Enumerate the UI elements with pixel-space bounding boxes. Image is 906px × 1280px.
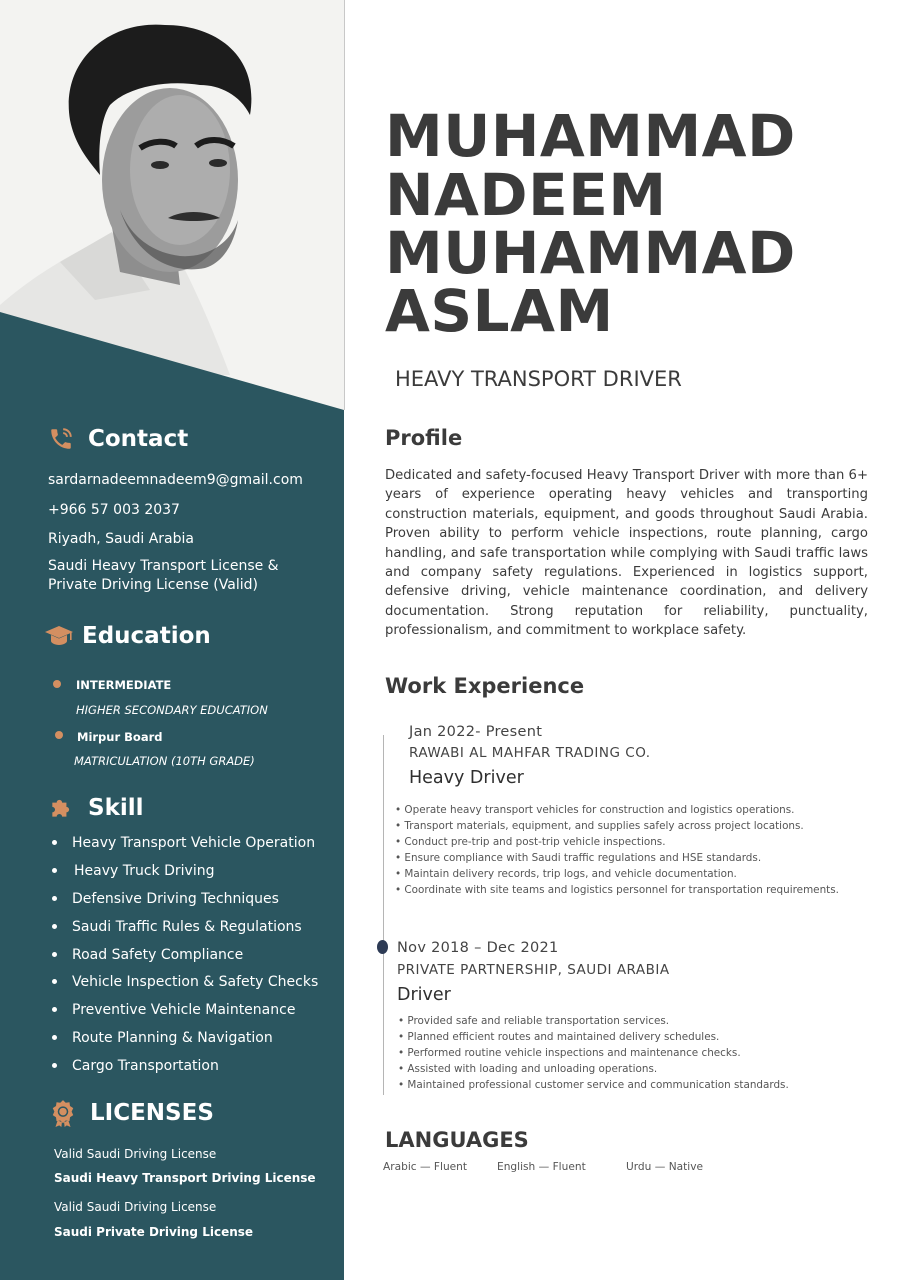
duty-item: • Transport materials, equipment, and supplies safely across project locations. <box>395 819 804 832</box>
education-bullet <box>55 731 63 739</box>
duty-item: • Operate heavy transport vehicles for construction and logistics operations. <box>395 804 795 816</box>
duty-item: • Provided safe and reliable transportation services. <box>398 1015 670 1027</box>
duty-item: • Ensure compliance with Saudi traffic regulations and HSE standards. <box>395 851 762 864</box>
education-title-2: Mirpur Board <box>77 730 163 744</box>
profile-heading: Profile <box>385 426 463 450</box>
skill-item: Preventive Vehicle Maintenance <box>52 999 318 1027</box>
education-subtitle-2: MATRICULATION (10TH GRADE) <box>74 754 255 768</box>
language-item: Urdu — Native <box>626 1161 703 1173</box>
skill-item: Vehicle Inspection & Safety Checks <box>52 971 318 999</box>
duty-item: • Performed routine vehicle inspections and maintenance checks. <box>398 1046 741 1059</box>
duty-item: • Maintain delivery records, trip logs, and vehicle documentation. <box>395 867 737 880</box>
education-subtitle-1: HIGHER SECONDARY EDUCATION <box>76 703 268 717</box>
graduation-cap-icon <box>44 623 74 649</box>
name-line-1: MUHAMMAD <box>385 102 796 170</box>
work-experience-heading: Work Experience <box>385 674 585 698</box>
duty-item: • Coordinate with site teams and logistics personnel for transportation requirements. <box>395 883 839 896</box>
contact-phone[interactable]: +966 57 003 2037 <box>48 502 180 518</box>
sidebar <box>0 0 344 1280</box>
contact-location: Riyadh, Saudi Arabia <box>48 531 194 547</box>
job-duties-2 <box>398 1014 848 1094</box>
job-date-2: Nov 2018 – Dec 2021 <box>397 940 559 956</box>
skill-list <box>52 832 318 1083</box>
timeline-line <box>383 735 384 1095</box>
job-duties-1 <box>395 803 848 898</box>
license-label-2: Valid Saudi Driving License <box>54 1200 217 1214</box>
skill-item: Cargo Transportation <box>52 1055 318 1083</box>
skill-item: Saudi Traffic Rules & Regulations <box>52 916 318 944</box>
education-bullet <box>53 680 61 688</box>
timeline-node <box>377 940 388 954</box>
duty-item: • Assisted with loading and unloading operations. <box>398 1062 658 1075</box>
language-item: English — Fluent <box>497 1161 586 1173</box>
profile-summary: Dedicated and safety-focused Heavy Transport Driver with more than 6+ years of experience operating heavy vehicles and transporting construction materials, equipment, and goods throughout Saudi Arabia. Proven ability to perform vehicle inspections, route planning, cargo handling, and safe transportation while complying with Saudi traffic laws and company safety regulations. Experienced in logistics support, defensive driving, vehicle maintenance coordination, and delivery documentation. Strong reputation for reliability, punctuality, professionalism, and commitment to workplace safety. <box>385 468 868 639</box>
contact-license-line-2: Private Driving License (Valid) <box>48 577 258 593</box>
job-company-1: RAWABI AL MAHFAR TRADING CO. <box>409 745 651 761</box>
job-role-2: Driver <box>397 985 451 1005</box>
language-item: Arabic — Fluent <box>383 1161 468 1173</box>
phone-icon <box>46 426 76 452</box>
contact-email[interactable]: sardarnadeemnadeem9@gmail.com <box>48 472 303 488</box>
job-company-2: PRIVATE PARTNERSHIP, SAUDI ARABIA <box>397 962 670 978</box>
skill-heading: Skill <box>46 795 144 821</box>
duty-item: • Planned efficient routes and maintained delivery schedules. <box>398 1030 720 1043</box>
license-name-1: Saudi Heavy Transport Driving License <box>54 1171 316 1185</box>
contact-heading: Contact <box>46 426 188 452</box>
name-line-3: MUHAMMAD <box>385 219 796 287</box>
education-title-1: INTERMEDIATE <box>76 678 172 692</box>
job-role-1: Heavy Driver <box>409 768 524 788</box>
licenses-heading: LICENSES <box>48 1100 214 1126</box>
license-label-1: Valid Saudi Driving License <box>54 1147 217 1161</box>
duty-item: • Maintained professional customer service and communication standards. <box>398 1078 789 1091</box>
skill-item: Road Safety Compliance <box>52 944 318 972</box>
name-line-4: ASLAM <box>385 277 614 345</box>
license-name-2: Saudi Private Driving License <box>54 1225 254 1239</box>
column-divider <box>344 0 345 410</box>
languages-heading: LANGUAGES <box>385 1128 529 1152</box>
skill-item: Route Planning & Navigation <box>52 1027 318 1055</box>
puzzle-icon <box>46 795 76 821</box>
education-heading: Education <box>44 623 211 649</box>
job-date-1: Jan 2022- Present <box>409 724 543 740</box>
award-badge-icon <box>48 1100 78 1126</box>
skill-item: Defensive Driving Techniques <box>52 888 318 916</box>
duty-item: • Conduct pre-trip and post-trip vehicle inspections. <box>395 835 666 848</box>
name-line-2: NADEEM <box>385 161 667 229</box>
contact-license-line-1: Saudi Heavy Transport License & <box>48 558 279 574</box>
job-title: HEAVY TRANSPORT DRIVER <box>395 367 682 391</box>
skill-item: Heavy Truck Driving <box>52 860 318 888</box>
skill-item: Heavy Transport Vehicle Operation <box>52 832 318 860</box>
